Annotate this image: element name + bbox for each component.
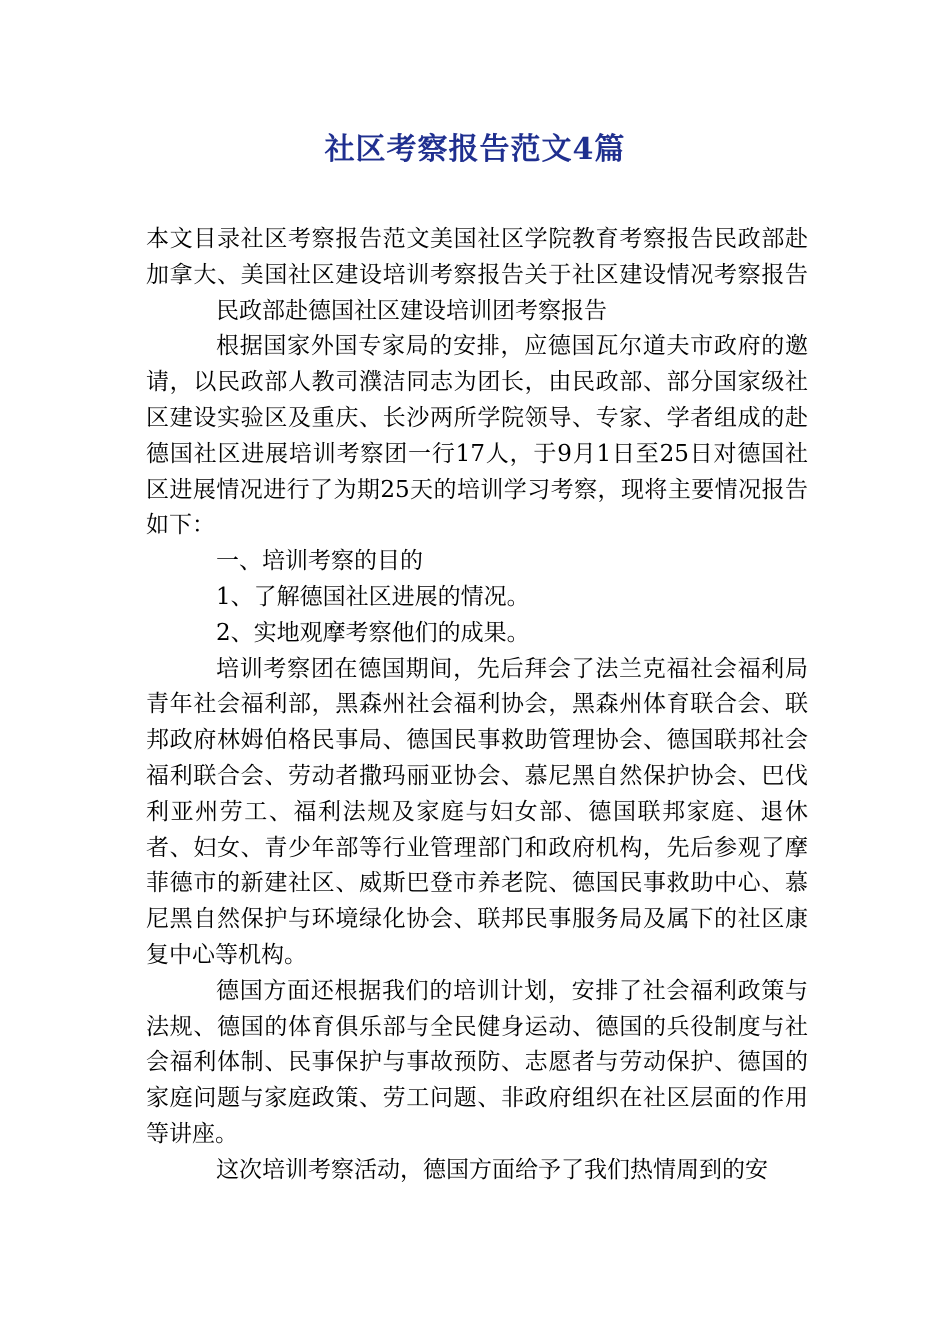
section-heading: 一、培训考察的目的 [216, 548, 423, 575]
table-of-contents [146, 222, 808, 329]
paragraph-intro: 根据国家外国专家局的安排，应德国瓦尔道夫市政府的邀请，以民政部人教司濮洁同志为团长，由民政部、部分国家级社区建设实验区及重庆、长沙两所学院领导、专家、学者组成的赴德国社区进展培训考察团一行17人，于9月1日至25日对德国社区进展情况进行了为期25天的培训学习考察，现将主要情况报告如下： [146, 333, 808, 539]
paragraph-closing: 这次培训考察活动，德国方面给予了我们热情周到的安 [216, 1156, 768, 1183]
toc-text: 本文目录社区考察报告范文美国社区学院教育考察报告民政部赴加拿大、美国社区建设培训考察报告关于社区建设情况考察报告 [146, 226, 808, 288]
document-title: 社区考察报告范文4篇 [324, 132, 626, 167]
toc-text-last: 民政部赴德国社区建设培训团考察报告 [216, 297, 607, 324]
list-item: 1、了解德国社区进展的情况。 [216, 583, 530, 610]
list-item: 2、实地观摩考察他们的成果。 [216, 619, 530, 646]
paragraph-lectures: 德国方面还根据我们的培训计划，安排了社会福利政策与法规、德国的体育俱乐部与全民健身运动、德国的兵役制度与社会福利体制、民事保护与事故预防、志愿者与劳动保护、德国的家庭问题与家庭政策、劳工问题、非政府组织在社区层面的作用等讲座。 [146, 977, 808, 1147]
document-body [146, 222, 808, 1189]
paragraph-visits: 培训考察团在德国期间，先后拜会了法兰克福社会福利局青年社会福利部，黑森州社会福利协会，黑森州体育联合会、联邦政府林姆伯格民事局、德国民事救助管理协会、德国联邦社会福利联合会、劳动者撒玛丽亚协会、慕尼黑自然保护协会、巴伐利亚州劳工、福利法规及家庭与妇女部、德国联邦家庭、退休者、妇女、青少年部等行业管理部门和政府机构，先后参观了摩菲德市的新建社区、威斯巴登市养老院、德国民事救助中心、慕尼黑自然保护与环境绿化协会、联邦民事服务局及属下的社区康复中心等机构。 [146, 655, 808, 968]
